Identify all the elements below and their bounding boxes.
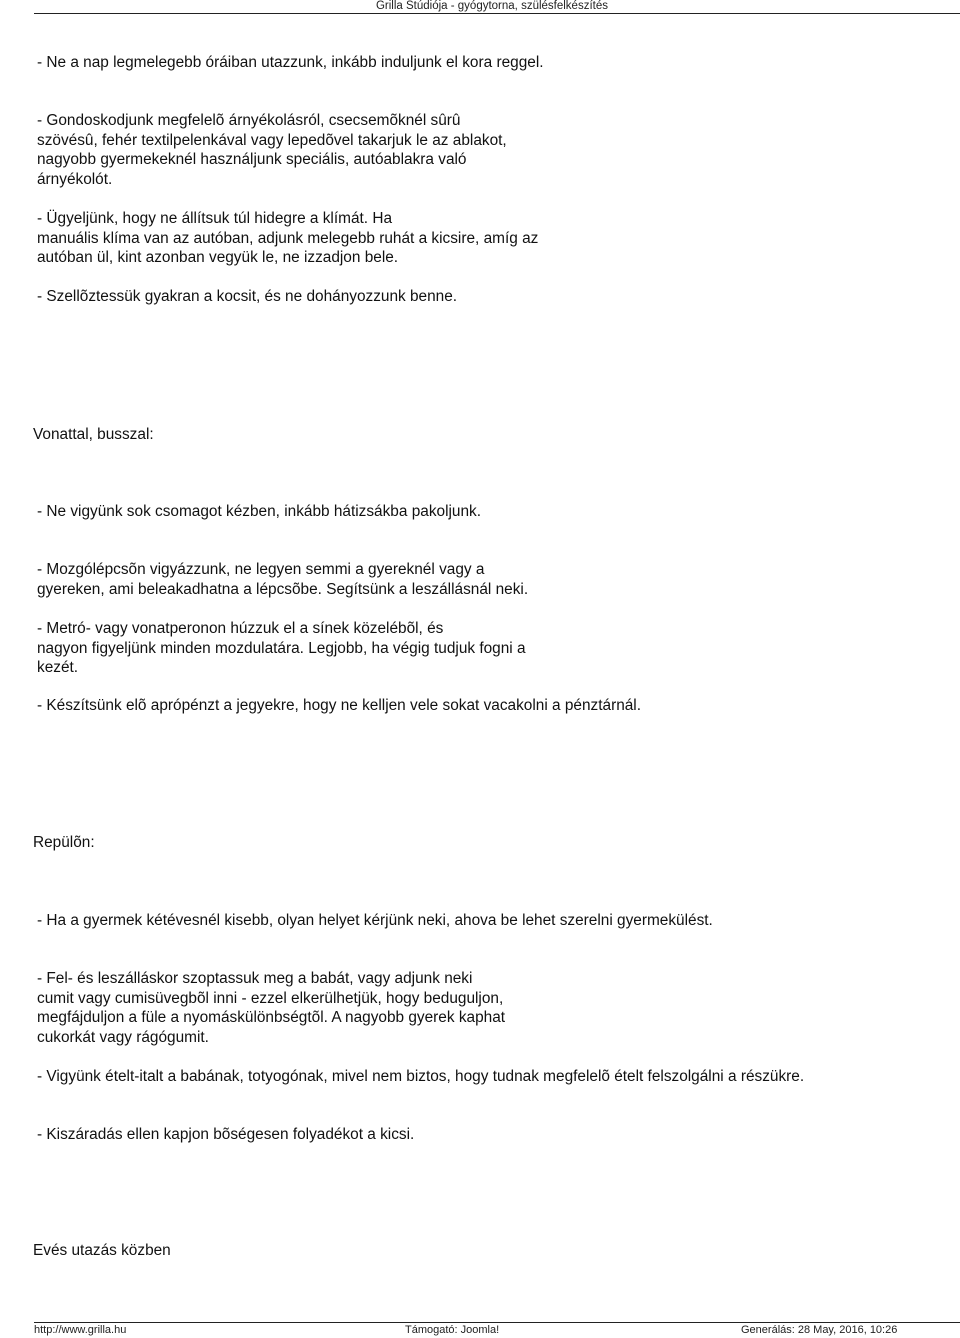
paragraph-takeoff-landing: - Fel- és leszálláskor szoptassuk meg a babát, vagy adjunk neki cumit vagy cumisüvegbõl inni - ezzel elkerülhetjük, hogy beduguljon, megfájduljon a füle a nyomáskülönbségtõl. A nagyobb gyerek kaphat cukorkát vagy rágógumit. — [37, 970, 506, 1046]
paragraph-child-seat: - Ha a gyermek kétévesnél kisebb, olyan helyet kérjünk neki, ahova be lehet szerelni gyermekülést. — [37, 912, 713, 929]
paragraph-dehydration: - Kiszáradás ellen kapjon bõségesen folyadékot a kicsi. — [37, 1126, 415, 1143]
section-heading-train-bus: Vonattal, busszal: — [33, 426, 154, 443]
footer-generated: Generálás: 28 May, 2016, 10:26 — [741, 1324, 898, 1336]
paragraph-ventilation: - Szellõztessük gyakran a kocsit, és ne dohányozzunk benne. — [37, 288, 458, 305]
paragraph-luggage: - Ne vigyünk sok csomagot kézben, inkább hátizsákba pakoljunk. — [37, 503, 482, 520]
paragraph-food-drink: - Vigyünk ételt-italt a babának, totyogónak, mivel nem biztos, hogy tudnak megfelelõ ételt felszolgálni a részükre. — [37, 1068, 805, 1085]
footer-sponsor: Támogató: Joomla! — [405, 1324, 500, 1336]
section-heading-eating: Evés utazás közben — [33, 1242, 171, 1259]
footer-url: http://www.grilla.hu — [34, 1324, 127, 1336]
paragraph-shading: - Gondoskodjunk megfelelõ árnyékolásról, csecsemõknél sûrû szövésû, fehér textilpelenkával vagy lepedõvel takarjuk le az ablakot, nagyobb gyermekeknél használjunk speciális, autóablakra való árnyékolót. — [37, 112, 507, 188]
paragraph-coins: - Készítsünk elõ aprópénzt a jegyekre, hogy ne kelljen vele sokat vacakolni a pénztárnál. — [37, 697, 642, 714]
page-header-title: Grilla Stúdiója - gyógytorna, szülésfelkészítés — [375, 0, 608, 12]
header-divider — [34, 13, 960, 14]
paragraph-early-start: - Ne a nap legmelegebb óráiban utazzunk, inkább induljunk el kora reggel. — [37, 54, 544, 71]
paragraph-climate: - Ügyeljünk, hogy ne állítsuk túl hidegre a klímát. Ha manuális klíma van az autóban, adjunk melegebb ruhát a kicsire, amíg az autóban ül, kint azonban vegyük le, ne izzadjon bele. — [37, 210, 539, 266]
footer-divider — [34, 1322, 960, 1323]
section-heading-plane: Repülõn: — [33, 834, 95, 851]
paragraph-platform: - Metró- vagy vonatperonon húzzuk el a sínek közelébõl, és nagyon figyeljünk minden mozdulatára. Legjobb, ha végig tudjuk fogni a kezét. — [37, 620, 526, 676]
paragraph-escalator: - Mozgólépcsõn vigyázzunk, ne legyen semmi a gyereknél vagy a gyereken, ami beleakadhatna a lépcsõbe. Segítsünk a leszállásnál neki. — [37, 561, 529, 598]
